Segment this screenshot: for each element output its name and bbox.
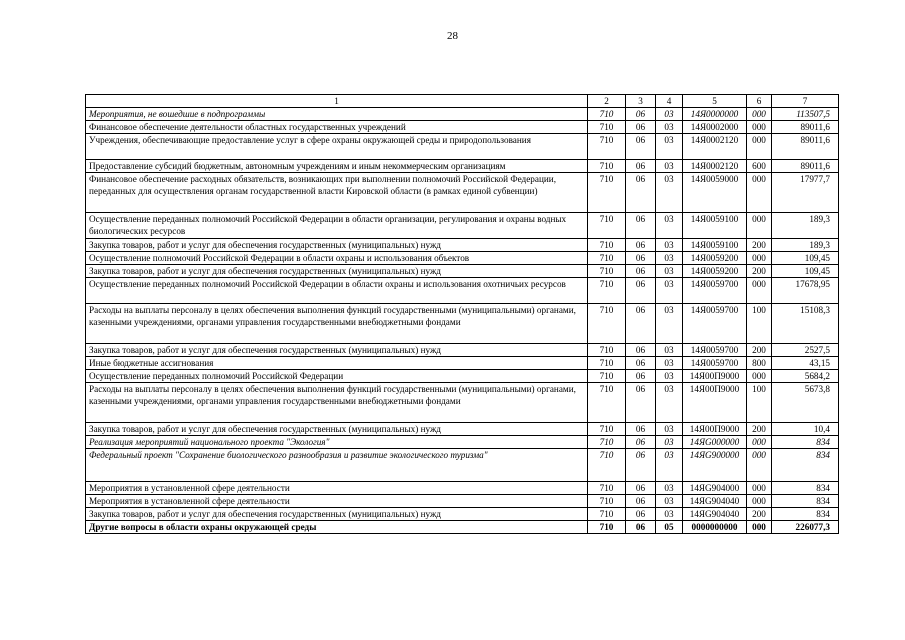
row-name-cell: Закупка товаров, работ и услуг для обеспечения государственных (муниципальных) нужд [86, 239, 588, 252]
row-target-cell: 14Я0059100 [683, 239, 747, 252]
table-body [86, 108, 839, 534]
table-row [86, 423, 839, 436]
row-expense-type-cell: 200 [747, 265, 772, 278]
row-code-cell: 710 [588, 449, 626, 482]
row-subsection-cell: 03 [656, 370, 683, 383]
row-amount-cell: 189,3 [772, 239, 839, 252]
table-row [86, 265, 839, 278]
row-subsection-cell: 03 [656, 344, 683, 357]
row-name-cell: Финансовое обеспечение деятельности областных государственных учреждений [86, 121, 588, 134]
row-expense-type-cell: 000 [747, 521, 772, 534]
row-subsection-cell: 03 [656, 482, 683, 495]
row-code-cell: 710 [588, 239, 626, 252]
row-section-cell: 06 [626, 521, 656, 534]
row-code-cell: 710 [588, 160, 626, 173]
header-cell: 2 [588, 95, 626, 108]
row-subsection-cell: 03 [656, 252, 683, 265]
row-amount-cell: 2527,5 [772, 344, 839, 357]
row-section-cell: 06 [626, 383, 656, 423]
row-section-cell: 06 [626, 239, 656, 252]
row-amount-cell: 113507,5 [772, 108, 839, 121]
row-subsection-cell: 03 [656, 278, 683, 304]
header-cell: 7 [772, 95, 839, 108]
table-row [86, 370, 839, 383]
row-subsection-cell: 03 [656, 436, 683, 449]
row-code-cell: 710 [588, 423, 626, 436]
row-amount-cell: 109,45 [772, 252, 839, 265]
table-row [86, 278, 839, 304]
row-expense-type-cell: 000 [747, 495, 772, 508]
row-section-cell: 06 [626, 495, 656, 508]
row-expense-type-cell: 000 [747, 482, 772, 495]
row-expense-type-cell: 100 [747, 383, 772, 423]
row-target-cell: 14Я00П9000 [683, 383, 747, 423]
row-subsection-cell: 03 [656, 134, 683, 160]
row-amount-cell: 226077,3 [772, 521, 839, 534]
row-target-cell: 14Я0059200 [683, 265, 747, 278]
row-subsection-cell: 03 [656, 495, 683, 508]
row-subsection-cell: 03 [656, 265, 683, 278]
row-name-cell: Реализация мероприятий национального проекта "Экология" [86, 436, 588, 449]
row-section-cell: 06 [626, 436, 656, 449]
row-target-cell: 14Я0059700 [683, 304, 747, 344]
row-name-cell: Закупка товаров, работ и услуг для обеспечения государственных (муниципальных) нужд [86, 423, 588, 436]
row-target-cell: 14Я0000000 [683, 108, 747, 121]
row-code-cell: 710 [588, 436, 626, 449]
row-target-cell: 14Я0059000 [683, 173, 747, 213]
row-amount-cell: 89011,6 [772, 160, 839, 173]
row-code-cell: 710 [588, 521, 626, 534]
row-expense-type-cell: 200 [747, 508, 772, 521]
row-subsection-cell: 03 [656, 173, 683, 213]
row-amount-cell: 834 [772, 449, 839, 482]
row-section-cell: 06 [626, 449, 656, 482]
row-name-cell: Осуществление переданных полномочий Российской Федерации в области организации, регулирования и охраны водных биологических ресурсов [86, 213, 588, 239]
row-section-cell: 06 [626, 252, 656, 265]
row-subsection-cell: 03 [656, 108, 683, 121]
table-row [86, 383, 839, 423]
row-expense-type-cell: 000 [747, 121, 772, 134]
row-target-cell: 14Я00П9000 [683, 370, 747, 383]
row-code-cell: 710 [588, 508, 626, 521]
row-section-cell: 06 [626, 344, 656, 357]
table-row [86, 495, 839, 508]
row-code-cell: 710 [588, 265, 626, 278]
row-target-cell: 14Я0002120 [683, 134, 747, 160]
row-code-cell: 710 [588, 278, 626, 304]
row-target-cell: 14ЯG904000 [683, 482, 747, 495]
row-expense-type-cell: 000 [747, 108, 772, 121]
row-name-cell: Закупка товаров, работ и услуг для обеспечения государственных (муниципальных) нужд [86, 265, 588, 278]
row-expense-type-cell: 000 [747, 370, 772, 383]
row-name-cell: Иные бюджетные ассигнования [86, 357, 588, 370]
row-section-cell: 06 [626, 160, 656, 173]
row-code-cell: 710 [588, 495, 626, 508]
header-cell: 1 [86, 95, 588, 108]
row-code-cell: 710 [588, 134, 626, 160]
row-expense-type-cell: 200 [747, 344, 772, 357]
row-name-cell: Осуществление переданных полномочий Российской Федерации [86, 370, 588, 383]
row-code-cell: 710 [588, 121, 626, 134]
row-amount-cell: 834 [772, 482, 839, 495]
row-target-cell: 14Я0059700 [683, 344, 747, 357]
table-row [86, 252, 839, 265]
row-name-cell: Предоставление субсидий бюджетным, автономным учреждениям и иным некоммерческим организациям [86, 160, 588, 173]
row-target-cell: 14ЯG900000 [683, 449, 747, 482]
row-code-cell: 710 [588, 344, 626, 357]
row-amount-cell: 89011,6 [772, 121, 839, 134]
row-expense-type-cell: 000 [747, 436, 772, 449]
table-row [86, 239, 839, 252]
row-amount-cell: 834 [772, 436, 839, 449]
table-row [86, 357, 839, 370]
row-target-cell: 14ЯG904040 [683, 508, 747, 521]
row-section-cell: 06 [626, 213, 656, 239]
row-name-cell: Закупка товаров, работ и услуг для обеспечения государственных (муниципальных) нужд [86, 344, 588, 357]
row-subsection-cell: 03 [656, 239, 683, 252]
row-target-cell: 14ЯG000000 [683, 436, 747, 449]
table-row [86, 521, 839, 534]
row-subsection-cell: 03 [656, 121, 683, 134]
row-subsection-cell: 03 [656, 449, 683, 482]
row-name-cell: Расходы на выплаты персоналу в целях обеспечения выполнения функций государственными (муниципальными) органами, казенными учреждениями, органами управления государственными внебюджетными фондами [86, 383, 588, 423]
row-expense-type-cell: 000 [747, 449, 772, 482]
row-amount-cell: 17678,95 [772, 278, 839, 304]
table-row [86, 304, 839, 344]
row-amount-cell: 109,45 [772, 265, 839, 278]
table-row [86, 508, 839, 521]
row-amount-cell: 10,4 [772, 423, 839, 436]
row-name-cell: Учреждения, обеспечивающие предоставление услуг в сфере охраны окружающей среды и природопользования [86, 134, 588, 160]
row-section-cell: 06 [626, 108, 656, 121]
budget-table [85, 94, 839, 534]
header-cell: 4 [656, 95, 683, 108]
row-expense-type-cell: 600 [747, 160, 772, 173]
row-amount-cell: 17977,7 [772, 173, 839, 213]
row-section-cell: 06 [626, 173, 656, 213]
row-code-cell: 710 [588, 173, 626, 213]
row-name-cell: Расходы на выплаты персоналу в целях обеспечения выполнения функций государственными (муниципальными) органами, казенными учреждениями, органами управления государственными внебюджетными фондами [86, 304, 588, 344]
row-section-cell: 06 [626, 508, 656, 521]
row-amount-cell: 43,15 [772, 357, 839, 370]
row-expense-type-cell: 000 [747, 252, 772, 265]
row-expense-type-cell: 000 [747, 278, 772, 304]
row-section-cell: 06 [626, 482, 656, 495]
row-target-cell: 0000000000 [683, 521, 747, 534]
row-amount-cell: 834 [772, 495, 839, 508]
row-section-cell: 06 [626, 121, 656, 134]
row-section-cell: 06 [626, 357, 656, 370]
row-code-cell: 710 [588, 252, 626, 265]
page-number: 28 [447, 30, 458, 42]
row-name-cell: Мероприятия в установленной сфере деятельности [86, 482, 588, 495]
row-expense-type-cell: 000 [747, 134, 772, 160]
row-amount-cell: 5673,8 [772, 383, 839, 423]
row-target-cell: 14Я0059700 [683, 278, 747, 304]
row-subsection-cell: 03 [656, 160, 683, 173]
header-cell: 5 [683, 95, 747, 108]
row-name-cell: Федеральный проект "Сохранение биологического разнообразия и развитие экологического туризма" [86, 449, 588, 482]
row-target-cell: 14Я0059700 [683, 357, 747, 370]
row-section-cell: 06 [626, 423, 656, 436]
row-section-cell: 06 [626, 265, 656, 278]
row-name-cell: Осуществление переданных полномочий Российской Федерации в области охраны и использования охотничьих ресурсов [86, 278, 588, 304]
table-row [86, 121, 839, 134]
row-code-cell: 710 [588, 213, 626, 239]
row-target-cell: 14Я0059200 [683, 252, 747, 265]
table-row [86, 173, 839, 213]
row-expense-type-cell: 000 [747, 213, 772, 239]
table-row [86, 108, 839, 121]
row-subsection-cell: 03 [656, 213, 683, 239]
row-subsection-cell: 03 [656, 508, 683, 521]
row-section-cell: 06 [626, 370, 656, 383]
table-row [86, 344, 839, 357]
row-target-cell: 14Я0059100 [683, 213, 747, 239]
table-row [86, 449, 839, 482]
header-cell: 6 [747, 95, 772, 108]
row-expense-type-cell: 100 [747, 304, 772, 344]
table-row [86, 436, 839, 449]
row-code-cell: 710 [588, 357, 626, 370]
row-subsection-cell: 03 [656, 357, 683, 370]
row-expense-type-cell: 200 [747, 239, 772, 252]
row-amount-cell: 5684,2 [772, 370, 839, 383]
row-amount-cell: 189,3 [772, 213, 839, 239]
row-section-cell: 06 [626, 134, 656, 160]
row-target-cell: 14Я0002000 [683, 121, 747, 134]
table-row [86, 213, 839, 239]
row-section-cell: 06 [626, 304, 656, 344]
row-code-cell: 710 [588, 304, 626, 344]
row-subsection-cell: 03 [656, 304, 683, 344]
row-code-cell: 710 [588, 482, 626, 495]
row-expense-type-cell: 800 [747, 357, 772, 370]
table-row [86, 134, 839, 160]
row-name-cell: Закупка товаров, работ и услуг для обеспечения государственных (муниципальных) нужд [86, 508, 588, 521]
row-expense-type-cell: 200 [747, 423, 772, 436]
row-section-cell: 06 [626, 278, 656, 304]
row-name-cell: Мероприятия, не вошедшие в подпрограммы [86, 108, 588, 121]
row-target-cell: 14ЯG904040 [683, 495, 747, 508]
row-target-cell: 14Я0002120 [683, 160, 747, 173]
row-name-cell: Финансовое обеспечение расходных обязательств, возникающих при выполнении полномочий Российской Федерации, переданных для осуществления органам государственной власти Кировской области (в рамках единой субвенции) [86, 173, 588, 213]
row-name-cell: Мероприятия в установленной сфере деятельности [86, 495, 588, 508]
row-name-cell: Другие вопросы в области охраны окружающей среды [86, 521, 588, 534]
row-name-cell: Осуществление полномочий Российской Федерации в области охраны и использования объектов [86, 252, 588, 265]
row-expense-type-cell: 000 [747, 173, 772, 213]
header-cell: 3 [626, 95, 656, 108]
row-code-cell: 710 [588, 108, 626, 121]
table-row [86, 160, 839, 173]
row-target-cell: 14Я00П9000 [683, 423, 747, 436]
row-code-cell: 710 [588, 383, 626, 423]
row-amount-cell: 89011,6 [772, 134, 839, 160]
row-subsection-cell: 03 [656, 423, 683, 436]
row-amount-cell: 834 [772, 508, 839, 521]
header-row [86, 95, 839, 108]
row-code-cell: 710 [588, 370, 626, 383]
row-subsection-cell: 03 [656, 383, 683, 423]
table-row [86, 482, 839, 495]
row-subsection-cell: 05 [656, 521, 683, 534]
row-amount-cell: 15108,3 [772, 304, 839, 344]
